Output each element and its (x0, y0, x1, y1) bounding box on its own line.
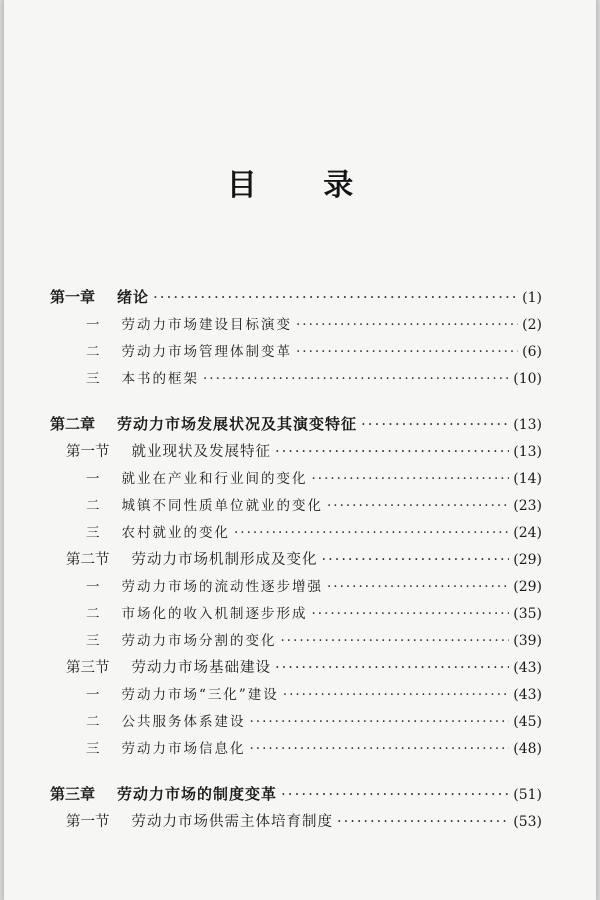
leader-dots (203, 371, 509, 387)
leader-dots (327, 579, 509, 595)
toc-page-number: (48) (513, 741, 542, 757)
toc-entry-chapter (50, 783, 542, 810)
leader-dots (283, 687, 509, 703)
toc-number: 第三节 (66, 660, 110, 676)
toc-entry-section (50, 810, 542, 837)
leader-dots (250, 714, 510, 730)
toc-entry-subsection (50, 602, 542, 629)
leader-dots (312, 471, 510, 487)
toc-entry-section (50, 548, 542, 575)
toc-entry-subsection (50, 467, 542, 494)
toc-number: 二 (86, 606, 102, 622)
toc-number: 一 (86, 471, 102, 487)
toc-number: 第一章 (50, 288, 96, 306)
toc-label: 劳动力市场分割的变化 (121, 633, 277, 649)
toc-page-number: (39) (513, 633, 542, 649)
toc-page-number: (13) (513, 444, 542, 460)
toc-label: 劳动力市场发展状况及其演变特征 (117, 415, 358, 433)
toc-entry-subsection (50, 367, 542, 394)
toc-page-number: (24) (513, 525, 542, 541)
toc-entry-section (50, 656, 542, 683)
toc-page-number: (23) (513, 498, 542, 514)
leader-dots (361, 415, 509, 433)
toc-page-number: (13) (513, 417, 542, 433)
toc-number: 第一节 (66, 814, 110, 830)
toc-label: 劳动力市场供需主体培育制度 (131, 814, 333, 830)
toc-entry-subsection (50, 575, 542, 602)
toc-page-number: (1) (522, 290, 542, 306)
toc-number: 第二节 (66, 552, 110, 568)
toc-entry-subsection (50, 710, 542, 737)
toc-number: 三 (86, 371, 102, 387)
toc-page-number: (10) (513, 371, 542, 387)
leader-dots (234, 525, 509, 541)
toc-entry-subsection (50, 313, 542, 340)
toc-page-number: (43) (513, 660, 542, 676)
toc-entry-chapter (50, 413, 542, 440)
book-page (4, 0, 596, 900)
toc-label: 城镇不同性质单位就业的变化 (121, 498, 323, 514)
toc-number: 一 (86, 579, 102, 595)
toc-label: 劳动力市场信息化 (121, 741, 246, 757)
toc-page-number: (14) (513, 471, 542, 487)
leader-dots (337, 814, 509, 830)
toc-number: 二 (86, 714, 102, 730)
leader-dots (296, 344, 518, 360)
toc-page-number: (2) (522, 317, 542, 333)
toc-entry-subsection (50, 737, 542, 764)
toc-number: 二 (86, 344, 102, 360)
leader-dots (275, 444, 509, 460)
leader-dots (312, 606, 510, 622)
leader-dots (281, 785, 509, 803)
toc-entry-subsection (50, 683, 542, 710)
toc-label: 市场化的收入机制逐步形成 (121, 606, 308, 622)
toc-number: 三 (86, 525, 102, 541)
toc-page-number: (53) (513, 814, 542, 830)
toc-number: 第三章 (50, 785, 96, 803)
leader-dots (250, 741, 510, 757)
toc-number: 三 (86, 741, 102, 757)
toc-label: 劳动力市场建设目标演变 (121, 317, 292, 333)
toc-entry-section (50, 440, 542, 467)
toc-number: 一 (86, 317, 102, 333)
toc-entry-subsection (50, 494, 542, 521)
toc-label: 劳动力市场基础建设 (131, 660, 271, 676)
toc-page-number: (35) (513, 606, 542, 622)
toc-page-number: (29) (513, 552, 542, 568)
toc-label: 劳动力市场的制度变革 (117, 785, 278, 803)
table-of-contents (50, 286, 542, 837)
toc-entry-chapter (50, 286, 542, 313)
toc-number: 一 (86, 687, 102, 703)
leader-dots (327, 498, 509, 514)
toc-page-number: (45) (513, 714, 542, 730)
toc-label: 就业在产业和行业间的变化 (121, 471, 308, 487)
toc-entry-subsection (50, 521, 542, 548)
leader-dots (281, 633, 510, 649)
toc-number: 二 (86, 498, 102, 514)
toc-label: 农村就业的变化 (121, 525, 230, 541)
leader-dots (275, 660, 509, 676)
page-title: 目 录 (226, 168, 382, 203)
toc-page-number: (29) (513, 579, 542, 595)
toc-number: 第一节 (66, 444, 110, 460)
toc-label: 劳动力市场“三化”建设 (121, 687, 279, 703)
toc-label: 劳动力市场管理体制变革 (121, 344, 292, 360)
toc-label: 绪论 (117, 288, 150, 306)
leader-dots (296, 317, 518, 333)
toc-label: 就业现状及发展特征 (131, 444, 271, 460)
toc-number: 三 (86, 633, 102, 649)
toc-label: 公共服务体系建设 (121, 714, 246, 730)
toc-number: 第二章 (50, 415, 96, 433)
toc-entry-subsection (50, 340, 542, 367)
toc-entry-subsection (50, 629, 542, 656)
leader-dots (322, 552, 510, 568)
toc-label: 劳动力市场机制形成及变化 (131, 552, 318, 568)
toc-page-number: (43) (513, 687, 542, 703)
toc-page-number: (51) (513, 787, 542, 803)
toc-label: 劳动力市场的流动性逐步增强 (121, 579, 323, 595)
toc-label: 本书的框架 (121, 371, 199, 387)
leader-dots (153, 288, 518, 306)
toc-page-number: (6) (522, 344, 542, 360)
